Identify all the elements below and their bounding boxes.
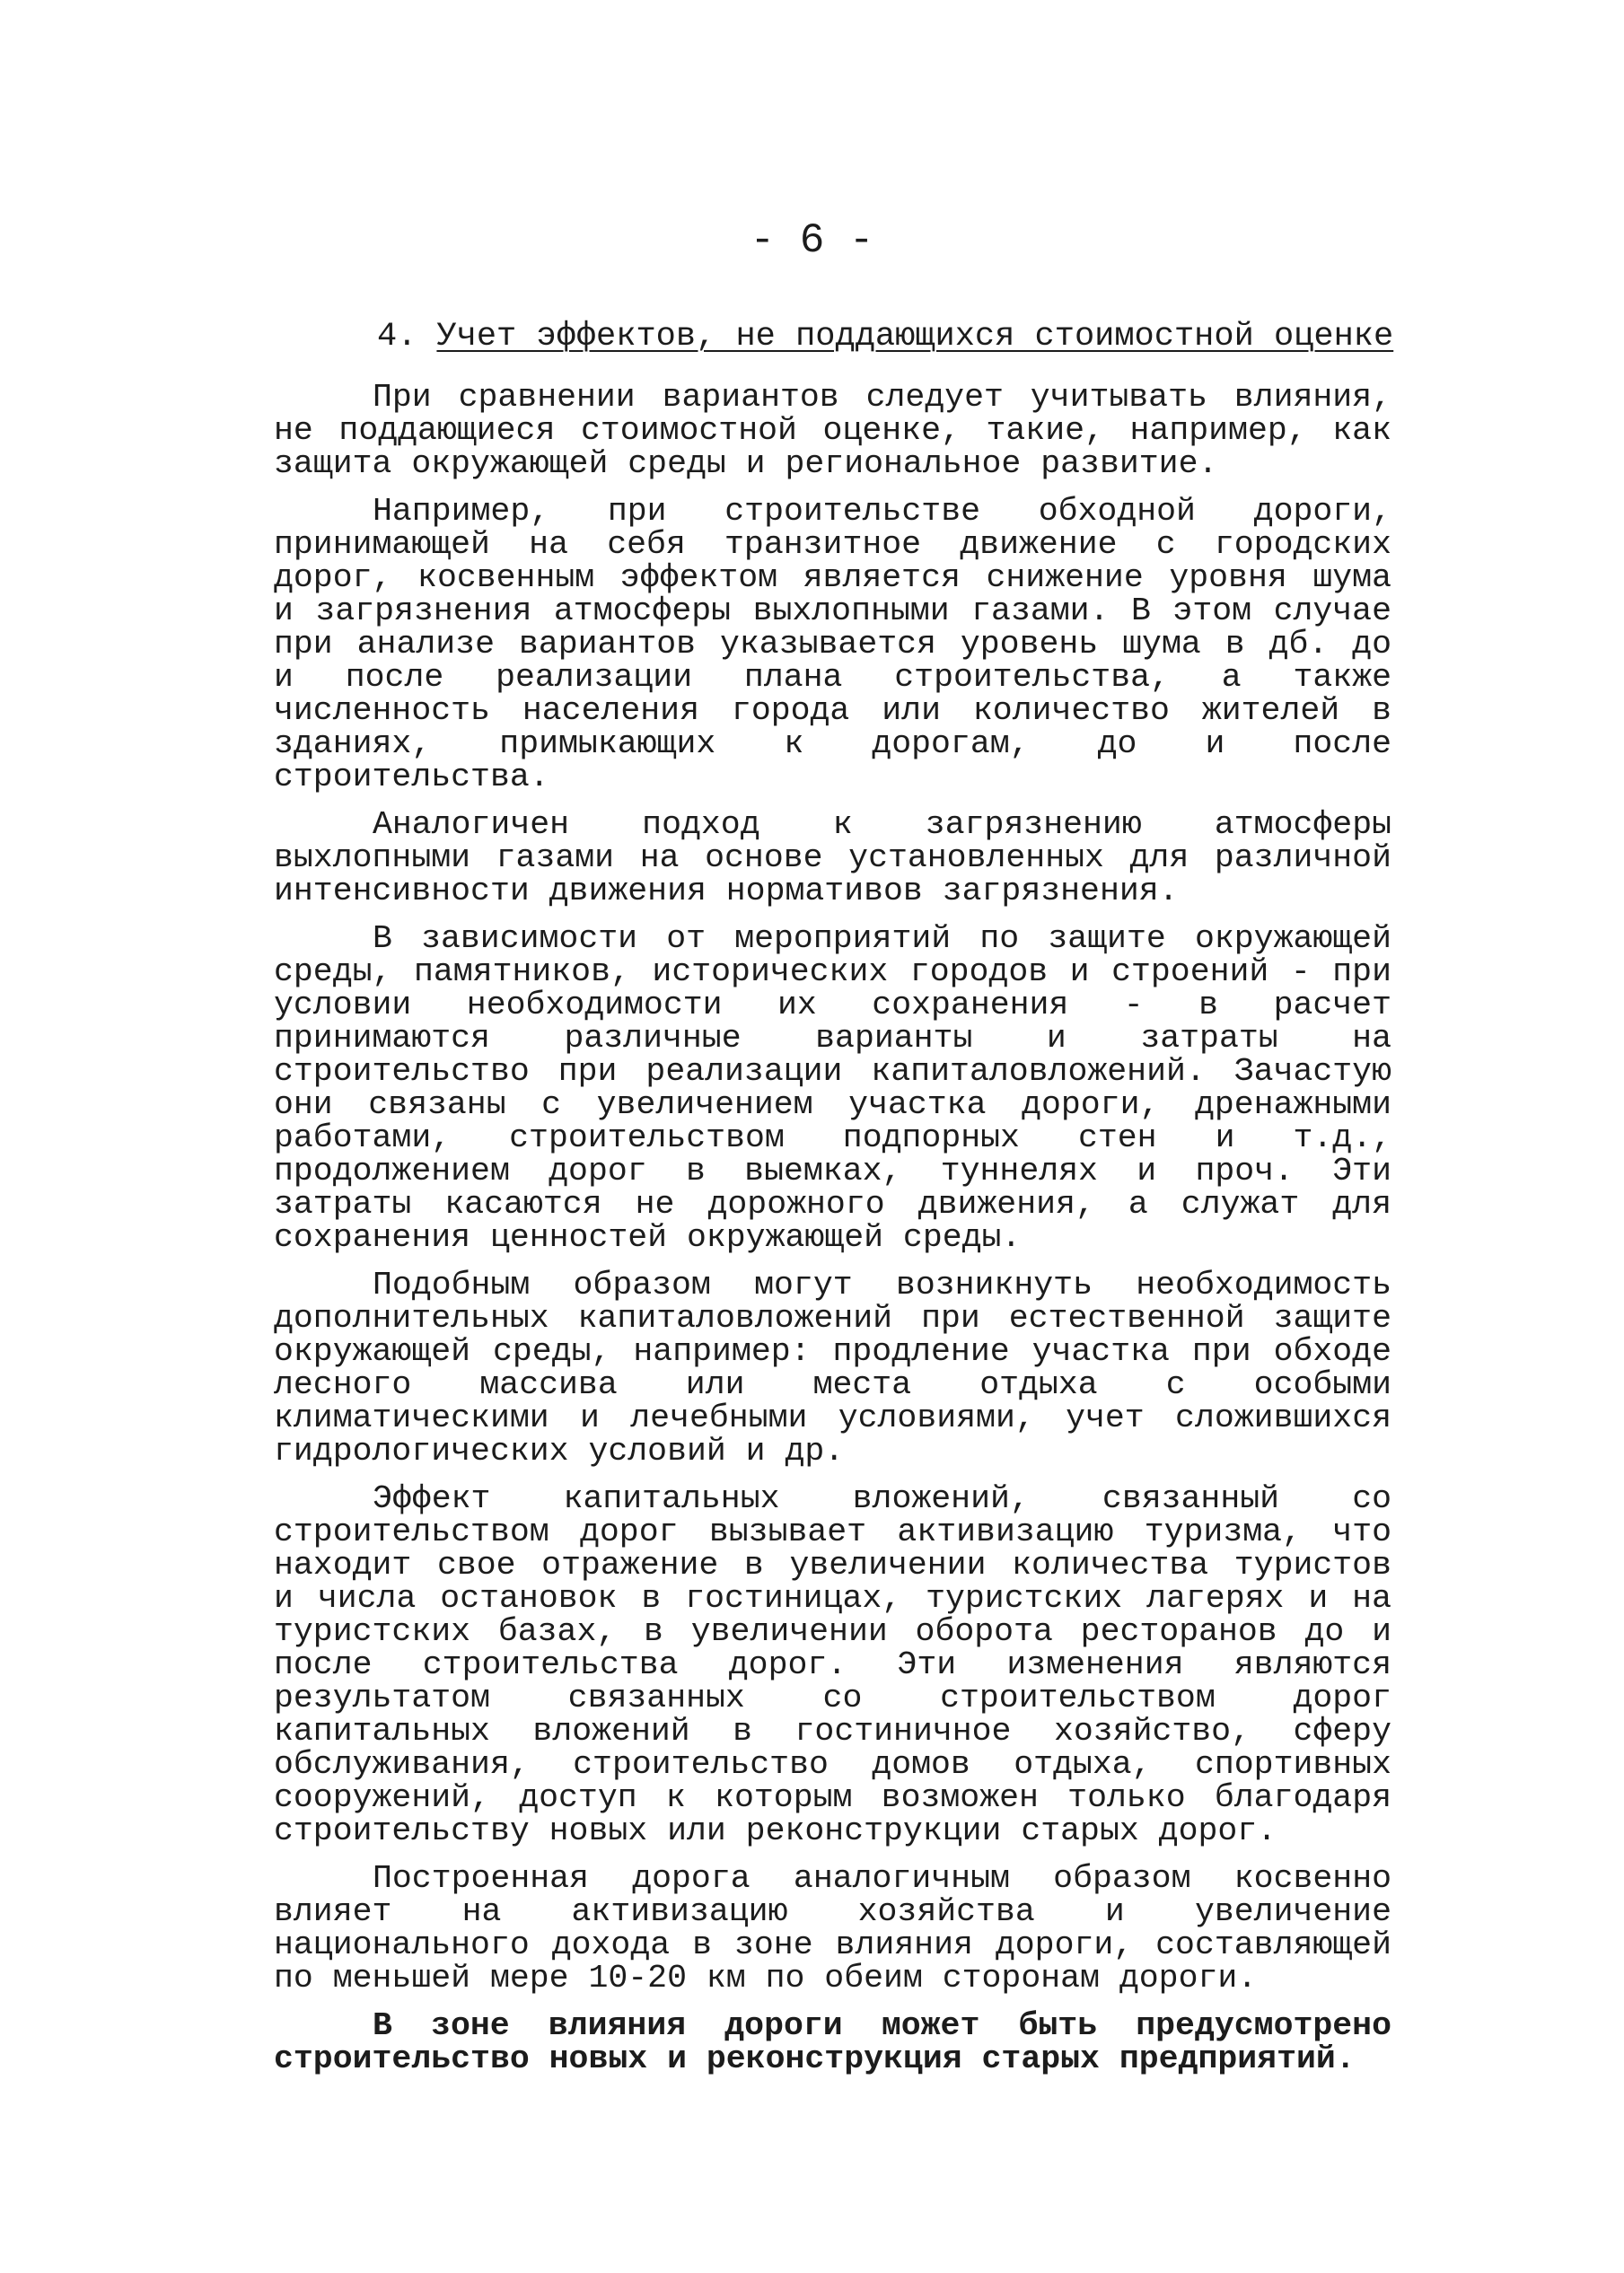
paragraph: Эффект капитальных вложений, связанный со строительством дорог вызывает активизацию туризма, что находит свое отражение в увеличении количества туристов и числа остановок в гостиницах, туристских лагерях и на туристских базах, в увеличении оборота ресторанов до и после строительства дорог. Эти изменения являются результатом связанных со строительством дорог капитальных вложений в гостиничное хозяйство, сферу обслуживания, строительство домов отдыха, спортивных сооружений, доступ к которым возможен только благодаря строительству новых или реконструкции старых дорог. [274, 1480, 1391, 1849]
section-title: Учет эффектов, не поддающихся стоимостной оценке [436, 318, 1394, 355]
document-body [274, 381, 1391, 2090]
paragraph: В зависимости от мероприятий по защите окружающей среды, памятников, исторических городов и строений - при условии необходимости их сохранения - в расчет принимаются различные варианты и затраты на строительство при реализации капиталовложений. Зачастую они связаны с увеличением участка дороги, дренажными работами, строительством подпорных стен и т.д., продолжением дорог в выемках, туннелях и проч. Эти затраты касаются не дорожного движения, а служат для сохранения ценностей окружающей среды. [274, 920, 1391, 1256]
section-number: 4. [377, 318, 417, 355]
page-number: - 6 - [750, 217, 874, 264]
paragraph: Например, при строительстве обходной дороги, принимающей на себя транзитное движение с городских дорог, косвенным эффектом является снижение уровня шума и загрязнения атмосферы выхлопными газами. В этом случае при анализе вариантов указывается уровень шума в дб. до и после реализации плана строительства, а также численность населения города или количество жителей в зданиях, примыкающих к дорогам, до и после строительства. [274, 493, 1391, 795]
paragraph: Построенная дорога аналогичным образом косвенно влияет на активизацию хозяйства и увеличение национального дохода в зоне влияния дороги, составляющей по меньшей мере 10-20 км по обеим сторонам дороги. [274, 1860, 1391, 1997]
paragraph: Аналогичен подход к загрязнению атмосферы выхлопными газами на основе установленных для различной интенсивности движения нормативов загрязнения. [274, 806, 1391, 909]
paragraph: В зоне влияния дороги может быть предусмотрено строительство новых и реконструкция старых предприятий. [274, 2007, 1391, 2077]
paragraph: При сравнении вариантов следует учитывать влияния, не поддающиеся стоимостной оценке, такие, например, как защита окружающей среды и региональное развитие. [274, 379, 1391, 482]
section-heading [377, 316, 1393, 357]
paragraph: Подобным образом могут возникнуть необходимость дополнительных капиталовложений при естественной защите окружающей среды, например: продление участка при обходе лесного массива или места отдыха с особыми климатическими и лечебными условиями, учет сложившихся гидрологических условий и др. [274, 1267, 1391, 1470]
